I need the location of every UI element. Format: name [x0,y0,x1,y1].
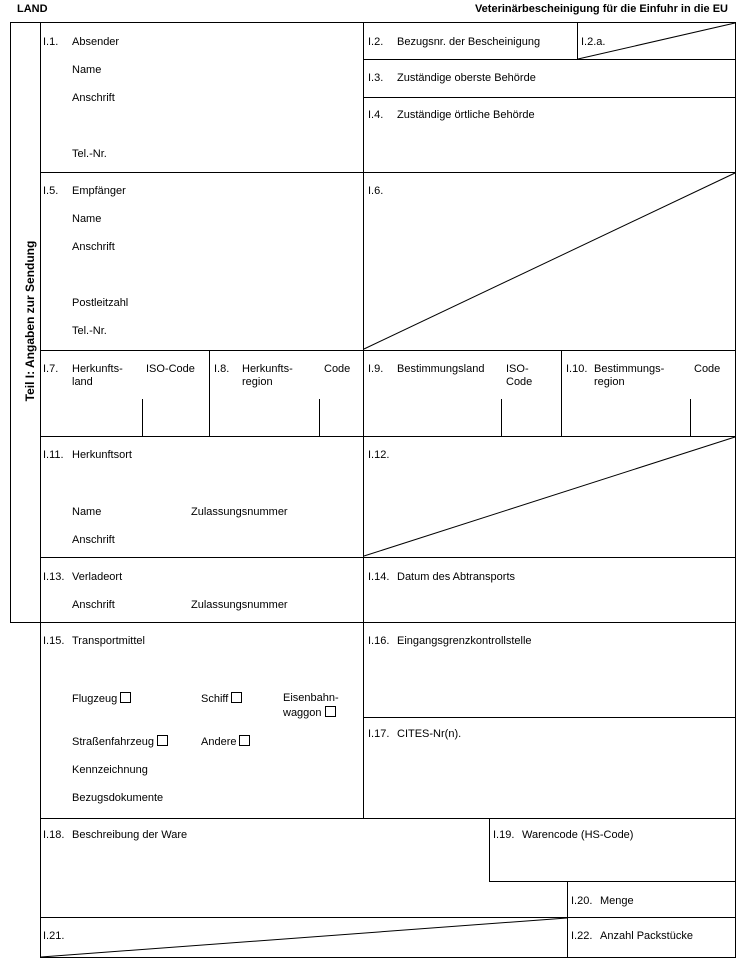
box-number: I.22. [571,930,593,942]
packages-count-label: Anzahl Packstücke [600,930,693,942]
iso-code-label: ISO-Code [146,363,195,375]
iso-code-label: ISO- [506,363,529,375]
origin-country-label: land [72,376,93,388]
part-one-label: Teil I: Angaben zur Sendung [23,240,37,402]
origin-region-label: Herkunfts- [242,363,293,375]
aircraft-checkbox[interactable] [120,692,131,703]
origin-address-label: Anschrift [72,534,115,546]
iso-code-label: Code [506,376,533,388]
box-number: I.21. [43,930,65,942]
destination-region-label: region [594,376,625,388]
rail-label: waggon [283,707,322,719]
border-post-label: Eingangsgrenzkontrollstelle [397,635,532,647]
sender-address-label: Anschrift [72,92,115,104]
box-number: I.6. [368,185,384,197]
certificate-reference-label: Bezugsnr. der Bescheinigung [397,36,541,48]
box-number: I.18. [43,829,65,841]
road-vehicle-label: Straßenfahrzeug [72,736,154,748]
identification-label: Kennzeichnung [72,764,148,776]
road-vehicle-checkbox[interactable] [157,735,168,746]
box-number: I.3. [368,72,384,84]
box-number: I.2.a. [581,36,606,48]
code-label: Code [694,363,721,375]
other-label: Andere [201,736,237,748]
box-number: I.9. [368,363,384,375]
transport-option-rail[interactable] [283,706,336,720]
box-number: I.12. [368,449,390,461]
transport-option-road[interactable] [72,735,168,749]
box-number: I.15. [43,635,65,647]
place-of-origin-title: Herkunftsort [72,449,132,461]
other-checkbox[interactable] [239,735,250,746]
certificate-title: Veterinärbescheinigung für die Einfuhr in die EU [474,3,728,15]
box-number: I.11. [43,449,64,461]
transport-option-ship[interactable] [201,692,242,706]
box-number: I.2. [368,36,384,48]
transport-option-other[interactable] [201,735,250,749]
rail-checkbox[interactable] [325,706,336,717]
sender-name-label: Name [72,64,102,76]
sender-tel-label: Tel.-Nr. [72,148,107,160]
code-label: Code [324,363,351,375]
rail-label: Eisenbahn- [283,692,339,704]
ship-checkbox[interactable] [231,692,242,703]
origin-country-label: Herkunfts- [72,363,123,375]
local-authority-label: Zuständige örtliche Behörde [397,109,535,121]
loading-place-title: Verladeort [72,571,123,583]
box-number: I.4. [368,109,384,121]
box-number: I.20. [571,895,593,907]
destination-country-label: Bestimmungsland [397,363,485,375]
aircraft-label: Flugzeug [72,693,118,705]
documents-label: Bezugsdokumente [72,792,164,804]
consignee-address-label: Anschrift [72,241,115,253]
central-authority-label: Zuständige oberste Behörde [397,72,536,84]
loading-approval-label: Zulassungsnummer [191,599,288,611]
origin-region-label: region [242,376,273,388]
departure-date-label: Datum des Abtransports [397,571,516,583]
consignee-tel-label: Tel.-Nr. [72,325,107,337]
origin-name-label: Name [72,506,102,518]
consignee-title: Empfänger [72,185,126,197]
cites-label: CITES-Nr(n). [397,728,462,740]
goods-description-label: Beschreibung der Ware [72,829,188,841]
country-label: LAND [17,3,48,15]
box-number: I.17. [368,728,390,740]
transport-option-aircraft[interactable] [72,692,131,706]
transport-means-title: Transportmittel [72,635,145,647]
consignee-postcode-label: Postleitzahl [72,297,129,309]
box-number: I.7. [43,363,59,375]
consignee-name-label: Name [72,213,102,225]
box-number: I.16. [368,635,390,647]
box-number: I.8. [214,363,230,375]
ship-label: Schiff [201,693,229,705]
sender-title: Absender [72,36,120,48]
box-number: I.13. [43,571,65,583]
box-number: I.1. [43,36,59,48]
box-number: I.5. [43,185,59,197]
origin-approval-label: Zulassungsnummer [191,506,288,518]
loading-address-label: Anschrift [72,599,115,611]
commodity-code-label: Warencode (HS-Code) [522,829,634,841]
destination-region-label: Bestimmungs- [594,363,665,375]
box-number: I.10. [566,363,588,375]
quantity-label: Menge [600,895,634,907]
box-number: I.14. [368,571,390,583]
box-number: I.19. [493,829,515,841]
